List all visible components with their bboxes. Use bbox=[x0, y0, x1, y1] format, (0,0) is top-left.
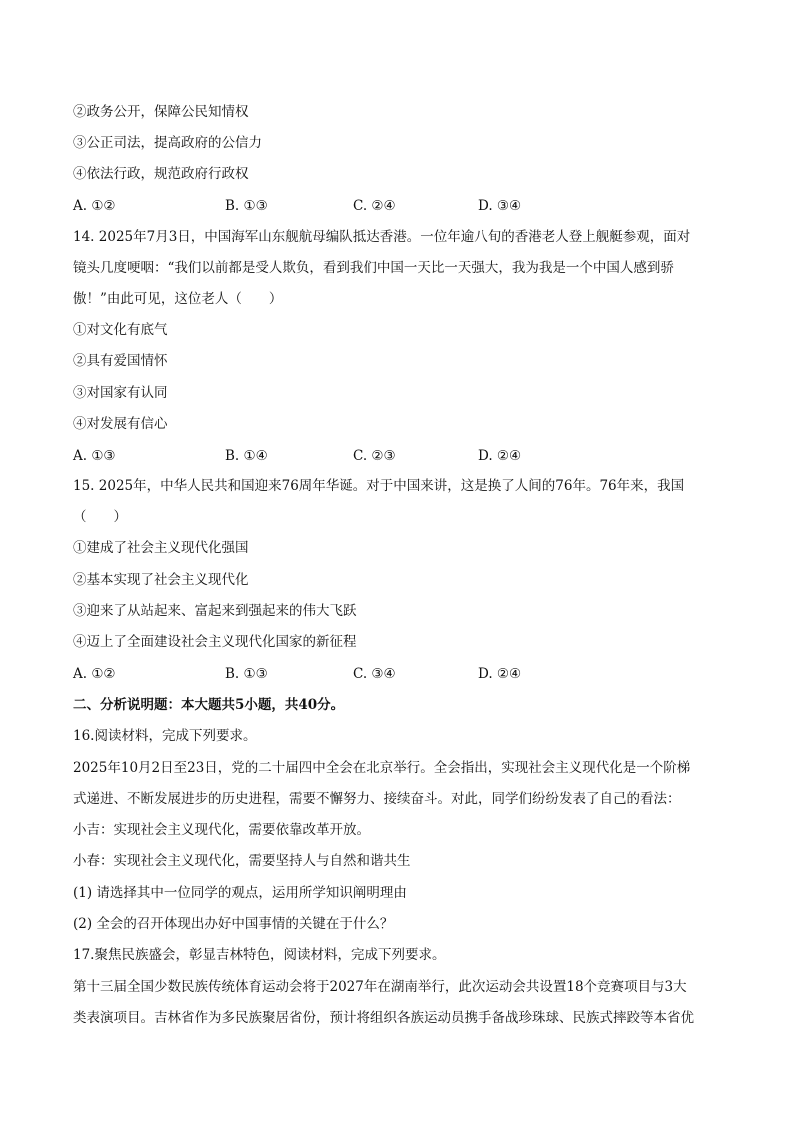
q17-line-3: 类表演项目。吉林省作为多民族聚居省份，预计将组织各族运动员携手备战珍珠球、民族式摔跤等本省优 bbox=[73, 1010, 694, 1026]
q17-line-1: 17.聚焦民族盛会，彰显吉林特色，阅读材料，完成下列要求。 bbox=[73, 947, 446, 963]
q16-line-5: 小春：实现社会主义现代化，需要坚持人与自然和谐共生 bbox=[73, 853, 411, 869]
section-2-heading: 二、分析说明题：本大题共5小题，共40分。 bbox=[73, 697, 345, 713]
q15-item-3: ③迎来了从站起来、富起来到强起来的伟大飞跃 bbox=[73, 603, 357, 619]
q13-options bbox=[73, 196, 733, 216]
q14-item-4: ④对发展有信心 bbox=[73, 416, 168, 432]
q14-item-2: ②具有爱国情怀 bbox=[73, 353, 168, 369]
q16-line-3: 式递进、不断发展进步的历史进程，需要不懈努力、接续奋斗。对此，同学们纷纷发表了自己的看法： bbox=[73, 791, 681, 807]
q13-item-4: ④依法行政，规范政府行政权 bbox=[73, 166, 249, 182]
q16-subquestion-1: (1) 请选择其中一位同学的观点，运用所学知识阐明理由 bbox=[73, 885, 407, 901]
q14-option-d: D. ②④ bbox=[478, 448, 522, 464]
q14-stem-line-1: 14. 2025年7月3日，中国海军山东舰航母编队抵达香港。一位年逾八旬的香港老人登上舰艇参观，面对 bbox=[73, 229, 691, 245]
q14-item-1: ①对文化有底气 bbox=[73, 322, 168, 338]
q14-options bbox=[73, 446, 733, 466]
q14-option-c: C. ②③ bbox=[353, 448, 396, 464]
q15-option-b: B. ①③ bbox=[225, 666, 268, 682]
q15-item-4: ④迈上了全面建设社会主义现代化国家的新征程 bbox=[73, 634, 357, 650]
q13-item-2: ②政务公开，保障公民知情权 bbox=[73, 104, 249, 120]
q13-item-3: ③公正司法，提高政府的公信力 bbox=[73, 135, 262, 151]
q15-stem-line-2: （ ） bbox=[73, 509, 127, 525]
q14-stem-line-3: 傲！”由此可见，这位老人（ ） bbox=[73, 291, 283, 307]
q17-line-2: 第十三届全国少数民族传统体育运动会将于2027年在湖南举行，此次运动会共设置18个竞赛项目与3大 bbox=[73, 979, 687, 995]
q13-option-d: D. ③④ bbox=[478, 198, 522, 214]
q16-subquestion-2: (2) 全会的召开体现出办好中国事情的关键在于什么？ bbox=[73, 916, 394, 932]
q15-stem-line-1: 15. 2025年，中华人民共和国迎来76周年华诞。对于中国来讲，这是换了人间的76年。76年来，我国 bbox=[73, 478, 685, 494]
q16-line-2: 2025年10月2日至23日，党的二十届四中全会在北京举行。全会指出，实现社会主义现代化是一个阶梯 bbox=[73, 760, 691, 776]
q13-option-c: C. ②④ bbox=[353, 198, 396, 214]
q14-item-3: ③对国家有认同 bbox=[73, 385, 168, 401]
q13-option-a: A. ①② bbox=[73, 198, 116, 214]
q15-item-2: ②基本实现了社会主义现代化 bbox=[73, 572, 249, 588]
q16-line-1: 16.阅读材料，完成下列要求。 bbox=[73, 728, 257, 744]
q15-options bbox=[73, 664, 733, 684]
q15-option-a: A. ①② bbox=[73, 666, 116, 682]
q15-option-c: C. ③④ bbox=[353, 666, 396, 682]
q13-option-b: B. ①③ bbox=[225, 198, 268, 214]
q14-option-b: B. ①④ bbox=[225, 448, 268, 464]
q14-stem-line-2: 镜头几度哽咽：“我们以前都是受人欺负，看到我们中国一天比一天强大，我为我是一个中国人感到骄 bbox=[73, 260, 674, 276]
q15-item-1: ①建成了社会主义现代化强国 bbox=[73, 540, 249, 556]
q14-option-a: A. ①③ bbox=[73, 448, 116, 464]
q16-line-4: 小吉：实现社会主义现代化，需要依靠改革开放。 bbox=[73, 822, 370, 838]
q15-option-d: D. ②④ bbox=[478, 666, 522, 682]
